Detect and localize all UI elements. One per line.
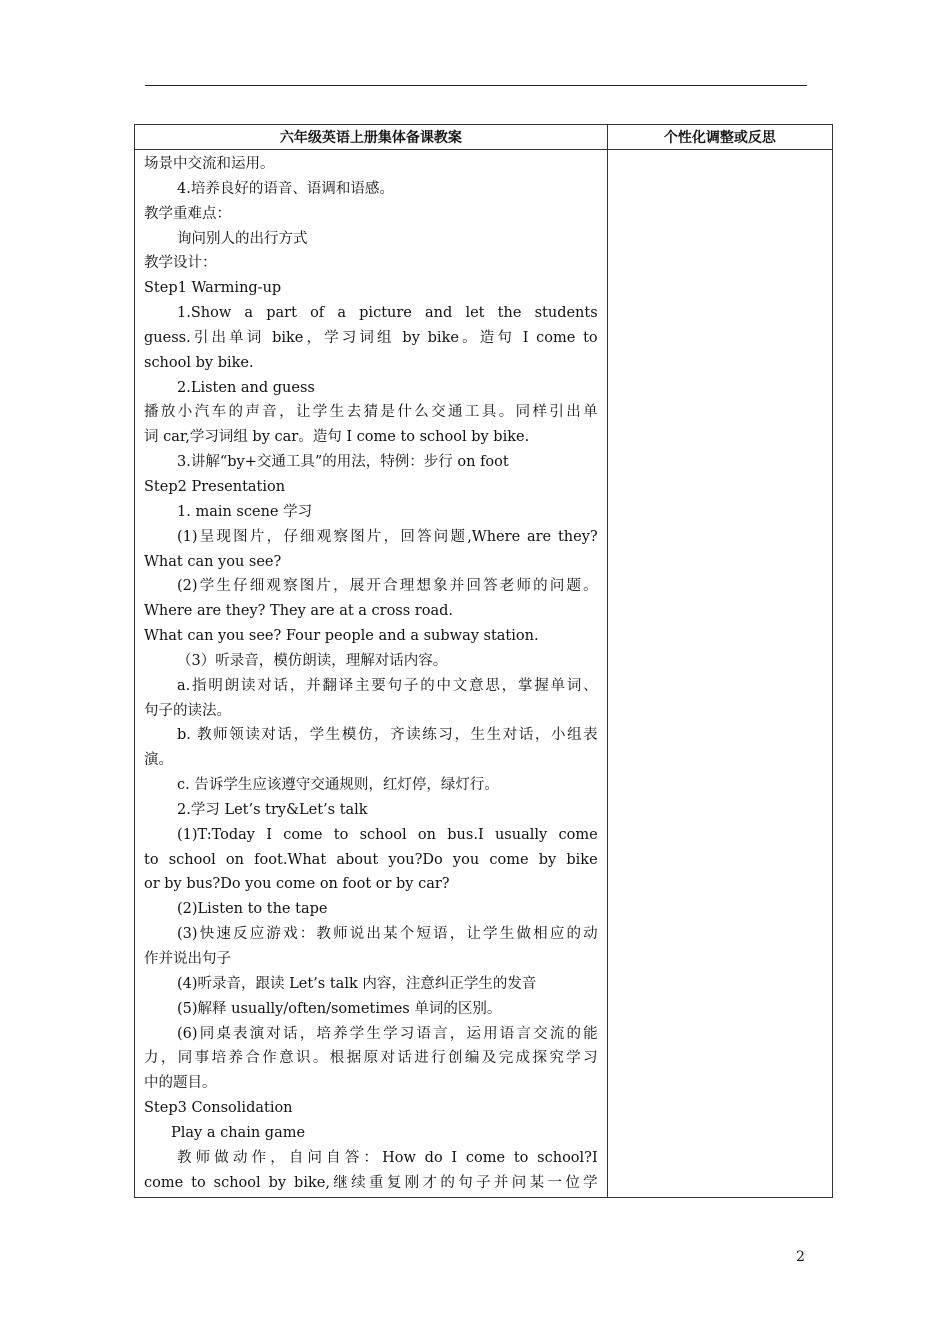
content-line: 2.学习 Let’s try&Let’s talk — [177, 801, 368, 818]
content-line: (1)T:Today I come to school on bus.I usually come — [177, 826, 598, 843]
content-line: (5)解释 usually/often/sometimes 单词的区别。 — [177, 1000, 502, 1017]
content-line: Play a chain game — [171, 1124, 306, 1141]
header-rule — [145, 85, 807, 86]
content-line: 播放小汽车的声音，让学生去猜是什么交通工具。同样引出单 — [144, 404, 598, 421]
lesson-plan-table — [134, 124, 833, 1198]
content-line: or by bus?Do you come on foot or by car? — [144, 876, 450, 893]
content-line: guess.引出单词 bike，学习词组 by bike。造句 I come to — [144, 329, 598, 346]
content-line: 教学重难点： — [144, 205, 231, 222]
content-line: (2)Listen to the tape — [177, 901, 328, 918]
content-line: 1. main scene 学习 — [177, 503, 313, 520]
header-reflection-column: 个性化调整或反思 — [607, 125, 832, 150]
content-line: 演。 — [144, 752, 173, 769]
content-line: 力，同事培养合作意识。根据原对话进行创编及完成探究学习 — [144, 1050, 598, 1067]
content-line: 2.Listen and guess — [177, 379, 315, 396]
content-line: Step2 Presentation — [144, 478, 286, 495]
content-line: 中的题目。 — [144, 1075, 217, 1092]
content-line: 作并说出句子 — [144, 951, 231, 967]
content-line: What can you see? — [144, 553, 282, 570]
content-line: Step3 Consolidation — [144, 1100, 293, 1117]
content-line: b. 教师领读对话，学生模仿，齐读练习，生生对话，小组表 — [177, 727, 598, 744]
content-line: to school on foot.What about you?Do you come by bike — [144, 851, 598, 868]
content-line: Step1 Warming-up — [144, 280, 282, 297]
page-number: 2 — [796, 1249, 805, 1265]
content-line: 句子的读法。 — [144, 702, 231, 719]
content-line: 教师做动作，自问自答：How do I come to school?I — [177, 1149, 598, 1166]
lesson-content-cell — [135, 150, 608, 1198]
table-header-row — [135, 125, 833, 150]
content-line: What can you see? Four people and a subway station. — [144, 628, 539, 645]
table-body-row — [135, 150, 833, 1198]
lesson-content-lines — [144, 152, 598, 1195]
content-line: come to school by bike,继续重复刚才的句子并问某一位学 — [144, 1174, 598, 1191]
content-line: (6)同桌表演对话，培养学生学习语言，运用语言交流的能 — [177, 1025, 598, 1042]
header-lesson-plan-title: 六年级英语上册集体备课教案 — [135, 125, 608, 150]
content-line: 词 car,学习词组 by car。造句 I come to school by bike. — [144, 429, 530, 446]
content-line: a.指明朗读对话，并翻译主要句子的中文意思，掌握单词、 — [177, 677, 598, 694]
content-line: 询问别人的出行方式 — [177, 230, 308, 247]
content-line: (4)听录音，跟读 Let’s talk 内容，注意纠正学生的发音 — [177, 975, 537, 992]
content-line: 教学设计： — [144, 255, 217, 272]
content-line: 4.培养良好的语音、语调和语感。 — [177, 180, 394, 197]
content-line: 1.Show a part of a picture and let the students — [177, 305, 598, 322]
content-line: school by bike. — [144, 354, 254, 371]
content-line: （3）听录音，模仿朗读，理解对话内容。 — [177, 652, 448, 669]
content-line: (2)学生仔细观察图片，展开合理想象并回答老师的问题。 — [177, 578, 598, 595]
content-line: c. 告诉学生应该遵守交通规则，红灯停，绿灯行。 — [177, 777, 499, 794]
content-line: (3)快速反应游戏：教师说出某个短语，让学生做相应的动 — [177, 926, 598, 943]
content-line: 场景中交流和运用。 — [144, 156, 275, 172]
reflection-cell — [607, 150, 832, 1198]
content-line: (1)呈现图片，仔细观察图片，回答问题,Where are they? — [177, 528, 598, 545]
content-line: Where are they? They are at a cross road. — [144, 603, 453, 620]
content-line: 3.讲解“by+交通工具”的用法，特例：步行 on foot — [177, 454, 509, 471]
